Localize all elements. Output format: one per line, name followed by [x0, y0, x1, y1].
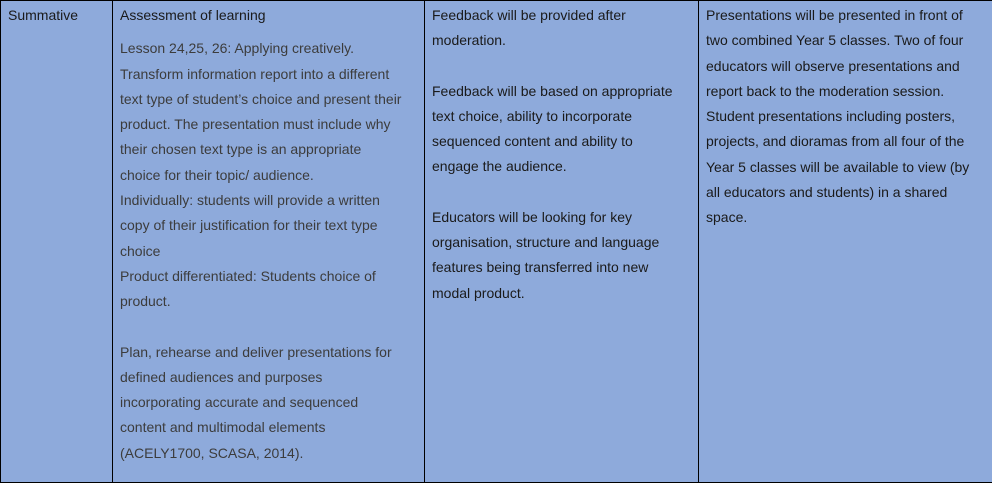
feedback-line: organisation, structure and language: [432, 234, 660, 251]
presentation-line: Year 5 classes will be available to view (by: [706, 158, 970, 175]
curriculum-outcome: [120, 340, 417, 466]
presentation-line: space.: [706, 209, 748, 226]
feedback-paragraph-2: [432, 79, 691, 180]
feedback-line: Educators will be looking for key: [432, 208, 632, 225]
category-cell: [1, 1, 113, 483]
outcome-line: Plan, rehearse and deliver presentations for: [120, 343, 392, 360]
feedback-line: Feedback will be based on appropriate: [432, 82, 673, 99]
assessment-cell: [113, 1, 425, 483]
lesson-line: product.: [120, 293, 171, 310]
presentation-line: projects, and dioramas from all four of the: [706, 133, 965, 150]
lesson-line: product. The presentation must include why: [120, 116, 391, 133]
feedback-paragraph-1: [432, 3, 691, 54]
presentation-line: report back to the moderation session.: [706, 82, 945, 99]
feedback-line: Feedback will be provided after: [432, 7, 626, 23]
feedback-line: modal product.: [432, 284, 525, 301]
presentation-description: [706, 3, 985, 231]
table-row: [1, 1, 992, 483]
lesson-line: Transform information report into a different: [120, 65, 390, 82]
assessment-heading: Assessment of learning: [120, 7, 266, 23]
outcome-line: content and multimodal elements: [120, 419, 326, 436]
presentation-line: two combined Year 5 classes. Two of four: [706, 32, 964, 49]
lesson-line: choice: [120, 242, 161, 259]
presentation-line: all educators and students) in a shared: [706, 184, 948, 201]
outcome-line: (ACELY1700, SCASA, 2014).: [120, 444, 304, 461]
feedback-line: text choice, ability to incorporate: [432, 107, 632, 124]
feedback-line: sequenced content and ability to: [432, 133, 633, 150]
lesson-line: Product differentiated: Students choice of: [120, 267, 376, 284]
lesson-description: [120, 36, 417, 314]
feedback-cell: [425, 1, 699, 483]
feedback-paragraph-3: [432, 205, 691, 306]
outcome-line: defined audiences and purposes: [120, 368, 323, 385]
lesson-line: choice for their topic/ audience.: [120, 166, 314, 183]
presentation-line: educators will observe presentations and: [706, 57, 960, 74]
feedback-line: engage the audience.: [432, 158, 567, 175]
presentation-cell: [699, 1, 992, 483]
category-label: Summative: [8, 7, 79, 23]
feedback-line: features being transferred into new: [432, 259, 649, 276]
presentation-line: Student presentations including posters,: [706, 108, 956, 125]
lesson-line: Lesson 24,25, 26: Applying creatively.: [120, 40, 355, 57]
outcome-line: incorporating accurate and sequenced: [120, 394, 359, 411]
feedback-line: moderation.: [432, 32, 506, 49]
presentation-line: Presentations will be presented in front of: [706, 7, 963, 23]
lesson-line: Individually: students will provide a written: [120, 192, 380, 209]
lesson-line: their chosen text type is an appropriate: [120, 141, 362, 158]
lesson-line: text type of student’s choice and present their: [120, 90, 402, 107]
lesson-line: copy of their justification for their text type: [120, 217, 378, 234]
